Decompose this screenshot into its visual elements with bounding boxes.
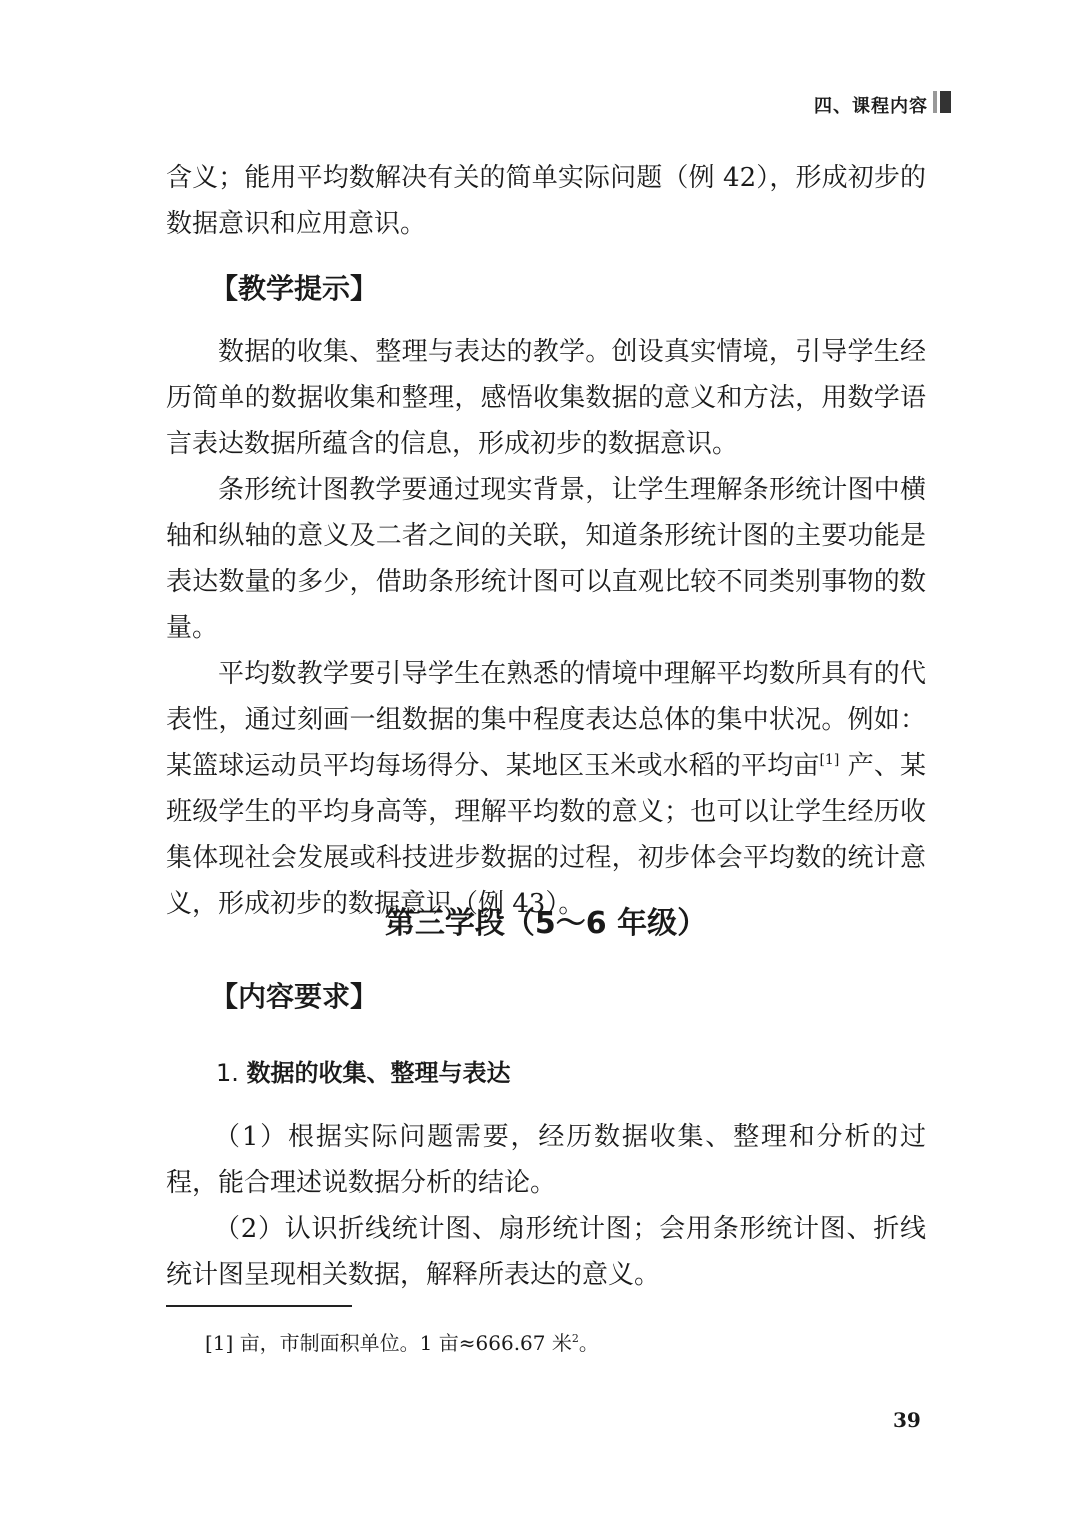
header-bar-decoration <box>933 91 953 113</box>
teaching-tips-body <box>166 329 926 927</box>
intro-paragraph-block <box>166 155 926 247</box>
paragraph-text: 平均数教学要引导学生在熟悉的情境中理解平均数所具有的代表性，通过刻画一组数据的集中程度表达总体的集中状况。例如：某篮球运动员平均每场得分、某地区玉米或水稻的平均亩 <box>166 659 926 781</box>
teaching-tip-paragraph: 数据的收集、整理与表达的教学。创设真实情境，引导学生经历简单的数据收集和整理，感悟收集数据的意义和方法，用数学语言表达数据所蕴含的信息，形成初步的数据意识。 <box>166 337 926 459</box>
running-header-title: 四、课程内容 <box>814 96 928 117</box>
subsection-heading <box>216 1053 511 1088</box>
content-requirements-heading: 【内容要求】 <box>210 980 379 1013</box>
footnote-text: [1] 亩，市制面积单位。1 亩≈666.67 米 <box>205 1331 572 1355</box>
footnote-divider <box>166 1305 352 1307</box>
footnote-end: 。 <box>578 1331 599 1355</box>
requirement-item: （1）根据实际问题需要，经历数据收集、整理和分析的过程，能合理述说数据分析的结论。 <box>166 1122 926 1198</box>
subsection-number: 1. <box>216 1059 239 1087</box>
page-number: 39 <box>893 1408 921 1432</box>
content-requirements-body <box>166 1114 926 1298</box>
requirement-item: （2）认识折线统计图、扇形统计图；会用条形统计图、折线统计图呈现相关数据，解释所表达的意义。 <box>166 1214 926 1290</box>
paragraph-text: 产、某班级学生的平均身高等，理解平均数的意义；也可以让学生经历收集体现社会发展或科技进步数据的过程，初步体会平均数的统计意义，形成初步的数据意识（例 43）。 <box>166 751 926 919</box>
intro-paragraph: 含义；能用平均数解决有关的简单实际问题（例 42），形成初步的数据意识和应用意识。 <box>166 163 926 239</box>
teaching-tips-heading: 【教学提示】 <box>210 272 379 305</box>
footnote-superscript: 2 <box>571 1332 579 1345</box>
teaching-tip-paragraph <box>166 651 926 927</box>
subsection-title: 数据的收集、整理与表达 <box>246 1059 511 1087</box>
footnote <box>205 1327 599 1356</box>
footnote-reference: [1] <box>819 752 840 768</box>
teaching-tip-paragraph: 条形统计图教学要通过现实背景，让学生理解条形统计图中横轴和纵轴的意义及二者之间的关联，知道条形统计图的主要功能是表达数量的多少，借助条形统计图可以直观比较不同类别事物的数量。 <box>166 475 926 643</box>
stage-title: 第三学段（5～6 年级） <box>384 906 708 941</box>
